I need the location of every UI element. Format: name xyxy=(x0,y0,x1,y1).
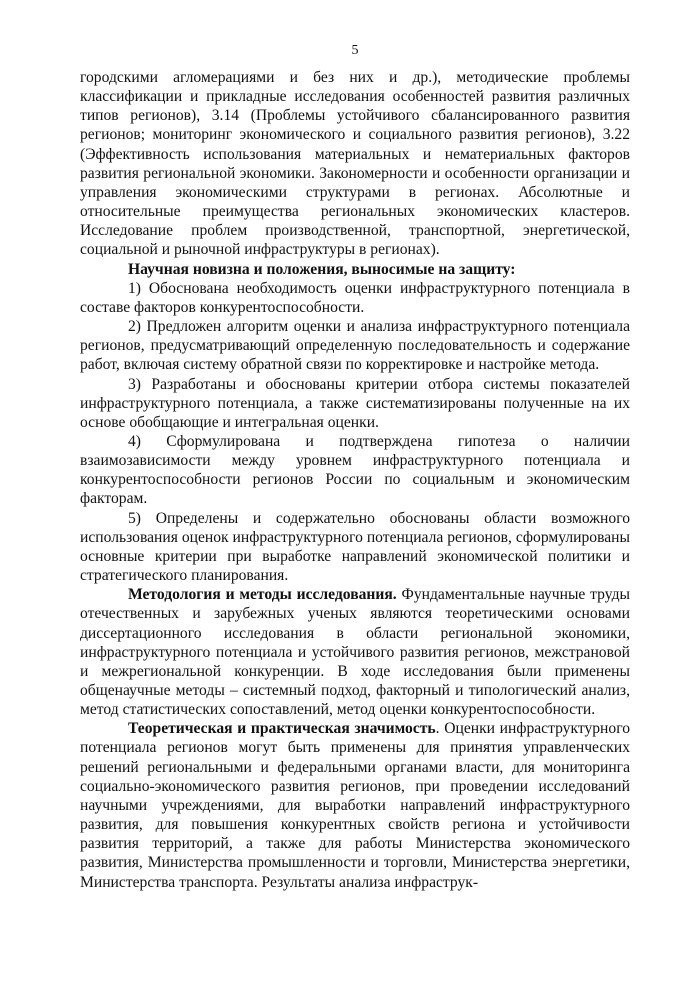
methodology-text: Фундаментальные научные труды отечественных и зарубежных ученых являются теоретическими основами диссертационного исследования в области региональной экономики, инфраструктурного потенциала и устойчивого развития регионов, межстрановой и межрегиональной конкуренции. В ходе исследования были применены общенаучные методы – системный подход, факторный и типологический анализ, метод статистических сопоставлений, метод оценки конкурентоспособности. xyxy=(80,586,630,719)
novelty-item-2: 2) Предложен алгоритм оценки и анализа инфраструктурного потенциала регионов, предусматривающий определенную последовательность и содержание работ, включая систему обратной связи по корректировке и настройке метода. xyxy=(80,318,630,374)
document-body xyxy=(80,68,630,892)
novelty-heading: Научная новизна и положения, выносимые на защиту: xyxy=(128,260,516,278)
opening-paragraph: городскими агломерациями и без них и др.), методические проблемы классификации и прикладные исследования особенностей развития различных типов регионов), 3.14 (Проблемы устойчивого сбалансированного развития регионов; мониторинг экономического и социального развития регионов), 3.22 (Эффективность использования материальных и нематериальных факторов развития региональной экономики. Закономерности и особенности организации и управления экономическими структурами в регионах. Абсолютные и относительные преимущества региональных экономических кластеров. Исследование проблем производственной, транспортной, энергетической, социальной и рыночной инфраструктуры в регионах). xyxy=(80,69,630,259)
methodology-heading: Методология и методы исследования. xyxy=(128,586,397,604)
page-number: 5 xyxy=(351,43,359,58)
methodology-paragraph xyxy=(80,585,630,719)
significance-paragraph xyxy=(80,719,630,891)
novelty-item-4: 4) Сформулирована и подтверждена гипотеза о наличии взаимозависимости между уровнем инфраструктурного потенциала и конкурентоспособности регионов России по социальным и экономическим факторам. xyxy=(80,432,630,508)
novelty-heading-paragraph xyxy=(80,260,630,279)
significance-text: . Оценки инфраструктурного потенциала регионов могут быть применены для принятия управленческих решений региональными и федеральными органами власти, для мониторинга социально-экономического развития регионов, при проведении исследований научными учреждениями, для выработки направлений инфраструктурного развития, для повышения конкурентных свойств региона и устойчивости развития территорий, а также для работы Министерства экономического развития, Министерства промышленности и торговли, Министерства энергетики, Министерства транспорта. Результаты анализа инфраструк- xyxy=(80,720,630,891)
novelty-item-3: 3) Разработаны и обоснованы критерии отбора системы показателей инфраструктурного потенциала, а также систематизированы полученные на их основе обобщающие и интегральная оценки. xyxy=(80,375,630,431)
significance-heading: Теоретическая и практическая значимость xyxy=(128,720,436,738)
novelty-item-5: 5) Определены и содержательно обоснованы области возможного использования оценок инфраструктурного потенциала регионов, сформулированы основные критерии при выработке направлений экономической политики и стратегического планирования. xyxy=(80,509,630,585)
novelty-item-1: 1) Обоснована необходимость оценки инфраструктурного потенциала в составе факторов конкурентоспособности. xyxy=(80,279,630,316)
